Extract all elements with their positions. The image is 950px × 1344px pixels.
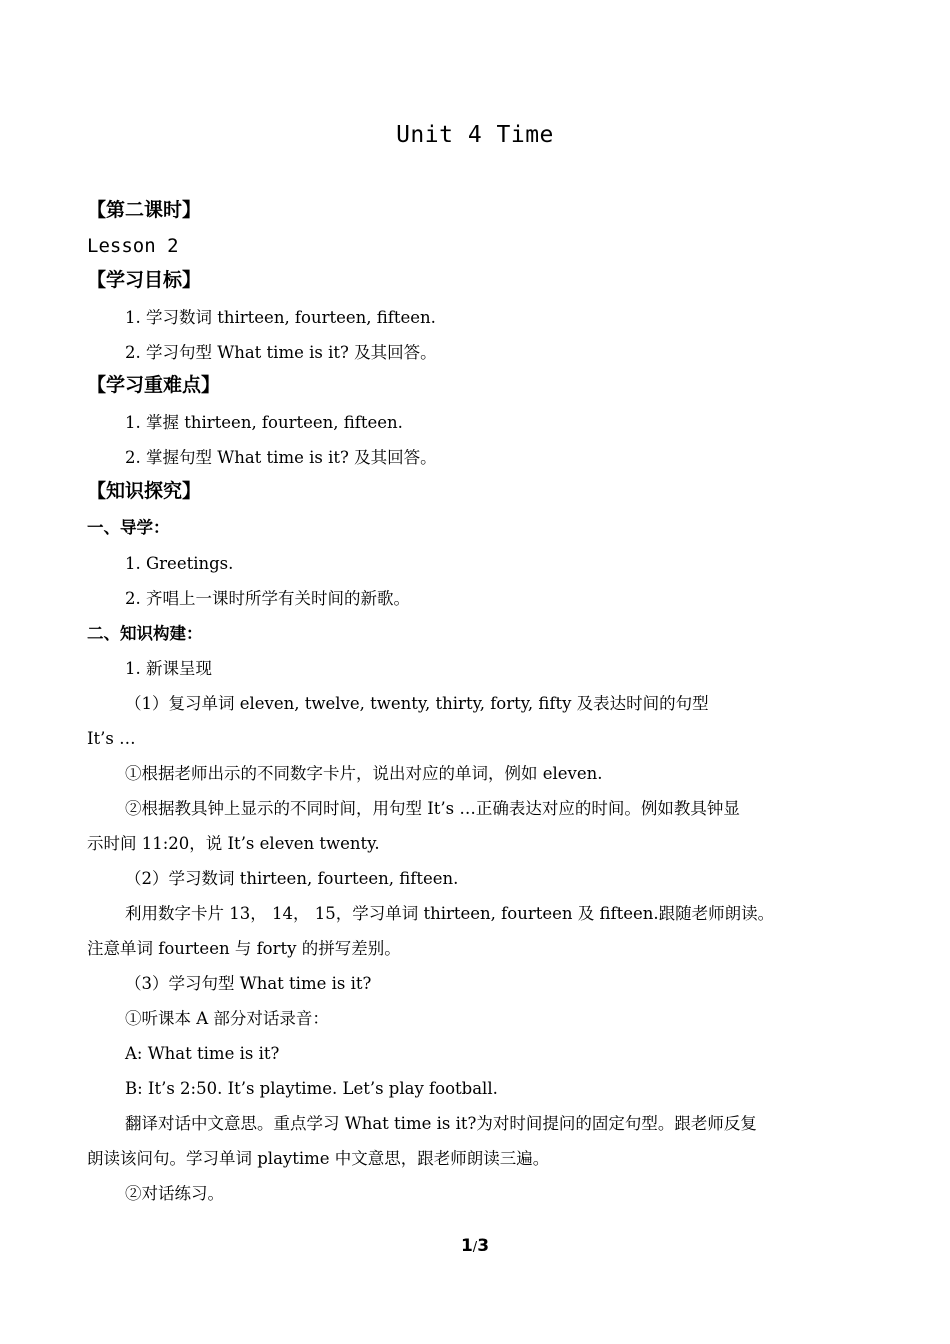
paragraph-numbers: （2）学习数词 thirteen, fourteen, fifteen. [125, 869, 459, 888]
section2-title: 二、知识构建： [87, 624, 203, 643]
key-point-item: 1. 掌握 thirteen, fourteen, fifteen. [125, 413, 403, 432]
paragraph-number-cards: 利用数字卡片 13， 14， 15，学习单词 thirteen, fourteen 及 fifteen.跟随老师朗读。 [125, 904, 775, 923]
lesson-label: Lesson 2 [87, 235, 179, 257]
paragraph-number-cards-cont: 注意单词 fourteen 与 forty 的拼写差别。 [87, 939, 401, 958]
paragraph-translate-cont: 朗读该问句。学习单词 playtime 中文意思，跟老师朗读三遍。 [87, 1149, 550, 1168]
goal-item: 2. 学习句型 What time is it? 及其回答。 [125, 343, 437, 362]
section1-item: 2. 齐唱上一课时所学有关时间的新歌。 [125, 589, 410, 608]
paragraph-review: （1）复习单词 eleven, twelve, twenty, thirty, forty, fifty 及表达时间的句型 [125, 694, 709, 713]
section2-item: 1. 新课呈现 [125, 659, 212, 678]
heading-key-points: 【学习重难点】 [87, 374, 221, 396]
heading-goals: 【学习目标】 [87, 269, 202, 291]
page-separator: / [472, 1240, 478, 1255]
document-title: Unit 4 Time [396, 122, 554, 148]
section1-item: 1. Greetings. [125, 554, 234, 573]
section1-title: 一、导学： [87, 518, 170, 537]
paragraph-review-cont: It’s … [87, 729, 136, 748]
page-total: 3 [477, 1236, 490, 1256]
heading-explore: 【知识探究】 [87, 480, 202, 502]
key-point-item: 2. 掌握句型 What time is it? 及其回答。 [125, 448, 437, 467]
paragraph-listen: ①听课本 A 部分对话录音： [125, 1009, 329, 1028]
paragraph-practice: ②对话练习。 [125, 1184, 224, 1203]
dialog-line-b: B: It’s 2:50. It’s playtime. Let’s play football. [125, 1079, 498, 1098]
page-current: 1 [460, 1236, 473, 1256]
goal-item: 1. 学习数词 thirteen, fourteen, fifteen. [125, 308, 436, 327]
paragraph-clock-cont: 示时间 11:20，说 It’s eleven twenty. [87, 834, 380, 853]
paragraph-translate: 翻译对话中文意思。重点学习 What time is it?为对时间提问的固定句型。跟老师反复 [125, 1114, 757, 1133]
paragraph-question: （3）学习句型 What time is it? [125, 974, 372, 993]
page-number [0, 1236, 950, 1256]
heading-period: 【第二课时】 [87, 199, 202, 221]
paragraph-cards: ①根据老师出示的不同数字卡片，说出对应的单词，例如 eleven. [125, 764, 603, 783]
paragraph-clock: ②根据教具钟上显示的不同时间，用句型 It’s …正确表达对应的时间。例如教具钟显 [125, 799, 740, 818]
dialog-line-a: A: What time is it? [125, 1044, 280, 1063]
